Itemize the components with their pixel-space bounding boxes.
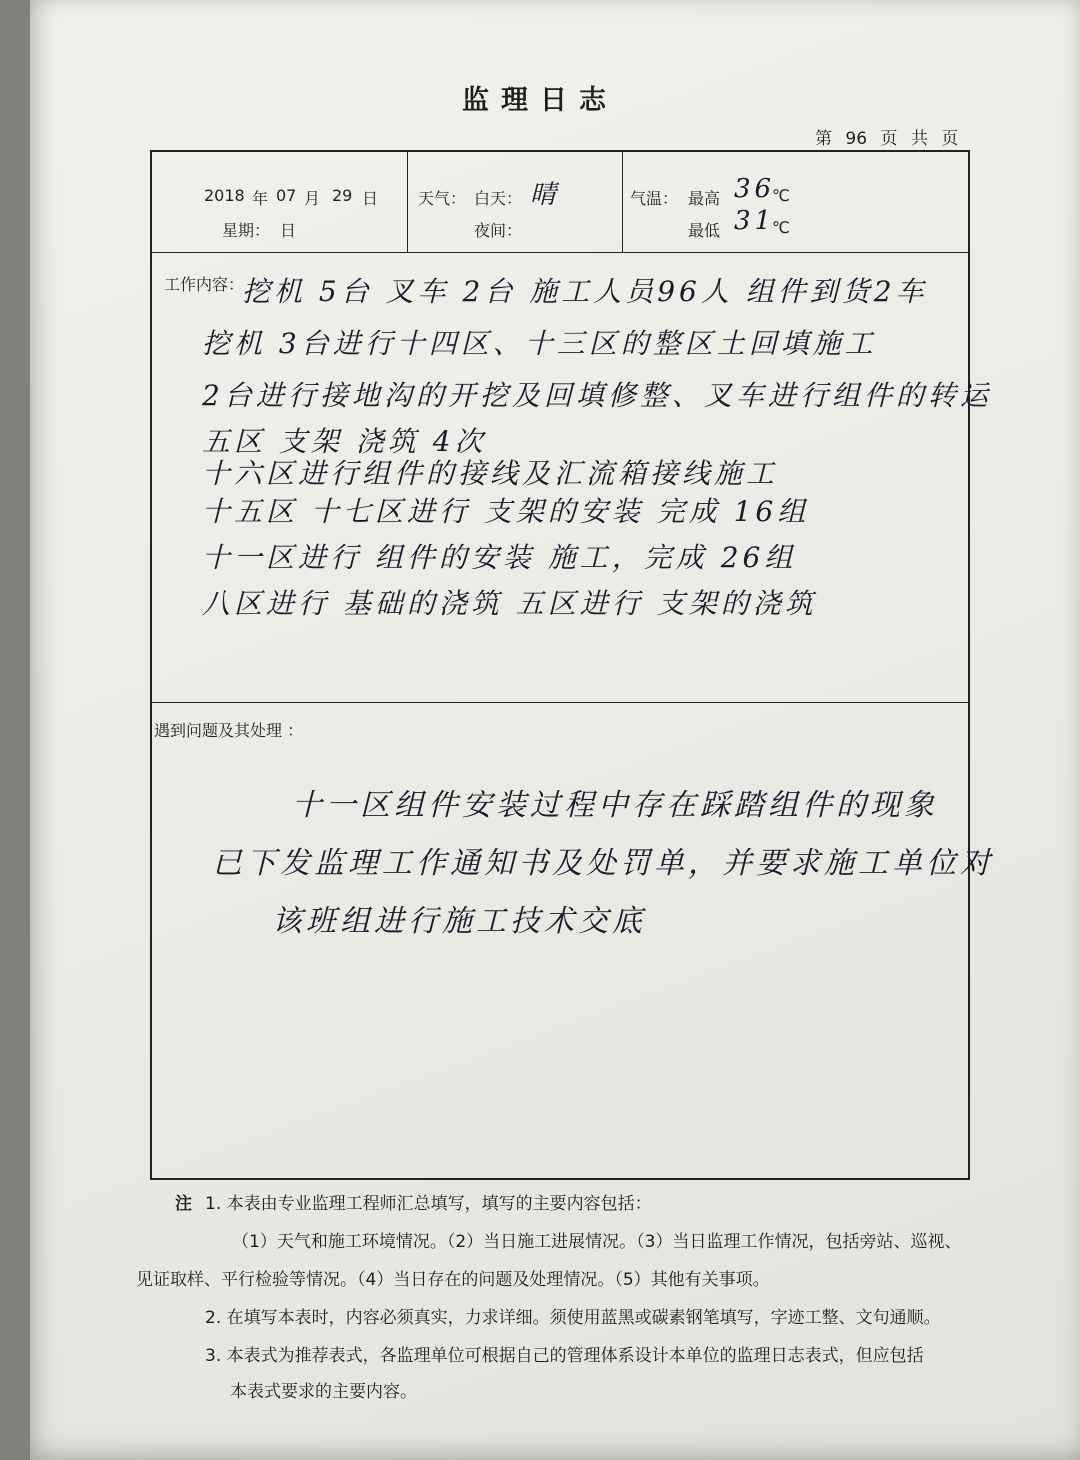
note-line: 本表式要求的主要内容。 — [230, 1382, 417, 1402]
temperature-label: 气温： — [630, 189, 679, 208]
problem-line: 十一区组件安装过程中存在踩踏组件的现象 — [292, 788, 938, 823]
date-month: 07 — [276, 186, 297, 205]
notes-prefix: 注 — [175, 1194, 192, 1214]
note-line: 3. 本表式为推荐表式，各监理单位可根据自己的管理体系设计本单位的监理日志表式，但应包括 — [205, 1346, 924, 1366]
note-line: （1）天气和施工环境情况。（2）当日施工进展情况。（3）当日监理工作情况，包括旁站、巡视、 — [232, 1232, 962, 1252]
note-line: 见证取样、平行检验等情况。（4）当日存在的问题及处理情况。（5）其他有关事项。 — [136, 1270, 770, 1290]
work-line: 2台进行接地沟的开挖及回填修整、叉车进行组件的转运 — [202, 379, 992, 412]
note-line: 1. 本表由专业监理工程师汇总填写，填写的主要内容包括： — [205, 1194, 652, 1214]
log-form — [150, 150, 994, 1180]
page-number: 第 96 页 共 页 — [815, 129, 959, 149]
high-temp-unit: ℃ — [772, 186, 790, 205]
date-weather-divider — [407, 152, 408, 252]
work-line: 挖机 3台进行十四区、十三区的整区土回填施工 — [202, 327, 877, 360]
weekday-label: 星期： — [222, 221, 271, 240]
work-problems-divider — [152, 702, 968, 703]
work-line: 五区 支架 浇筑 4次 — [202, 425, 487, 458]
high-temp-label: 最高 — [688, 189, 721, 208]
work-line: 十六区进行组件的接线及汇流箱接线施工 — [202, 457, 779, 490]
low-temp-label: 最低 — [688, 221, 721, 240]
page-title: 监理日志 — [462, 85, 618, 116]
problem-line: 已下发监理工作通知书及处罚单，并要求施工单位对 — [212, 846, 994, 881]
date-year-unit: 年 — [252, 189, 269, 208]
date-day: 29 — [332, 186, 353, 205]
header-divider — [152, 252, 968, 253]
weather-label: 天气： — [418, 189, 467, 208]
weather-temp-divider — [622, 152, 623, 252]
weekday-value: 日 — [280, 221, 297, 240]
work-line: 十一区进行 组件的安装 施工，完成 26组 — [202, 541, 797, 574]
problem-line: 该班组进行施工技术交底 — [272, 904, 646, 939]
work-line: 十五区 十七区进行 支架的安装 完成 16组 — [202, 495, 810, 528]
date-year: 2018 — [204, 186, 245, 205]
note-line: 2. 在填写本表时，内容必须真实，力求详细。须使用蓝黑或碳素钢笔填写，字迹工整、文句通顺。 — [205, 1308, 941, 1328]
work-line: 八区进行 基础的浇筑 五区进行 支架的浇筑 — [202, 587, 817, 620]
date-day-unit: 日 — [362, 189, 379, 208]
date-month-unit: 月 — [304, 189, 321, 208]
day-weather-label: 白天： — [474, 189, 523, 208]
low-temp-value: 31 — [734, 206, 776, 236]
day-weather-value: 晴 — [530, 180, 561, 210]
work-content-label: 工作内容： — [164, 275, 245, 294]
high-temp-value: 36 — [734, 174, 776, 204]
work-line: 挖机 5台 叉车 2台 施工人员96人 组件到货2车 — [242, 275, 928, 308]
problems-label: 遇到问题及其处理 ： — [154, 721, 304, 740]
low-temp-unit: ℃ — [772, 218, 790, 237]
night-weather-label: 夜间： — [474, 221, 523, 240]
